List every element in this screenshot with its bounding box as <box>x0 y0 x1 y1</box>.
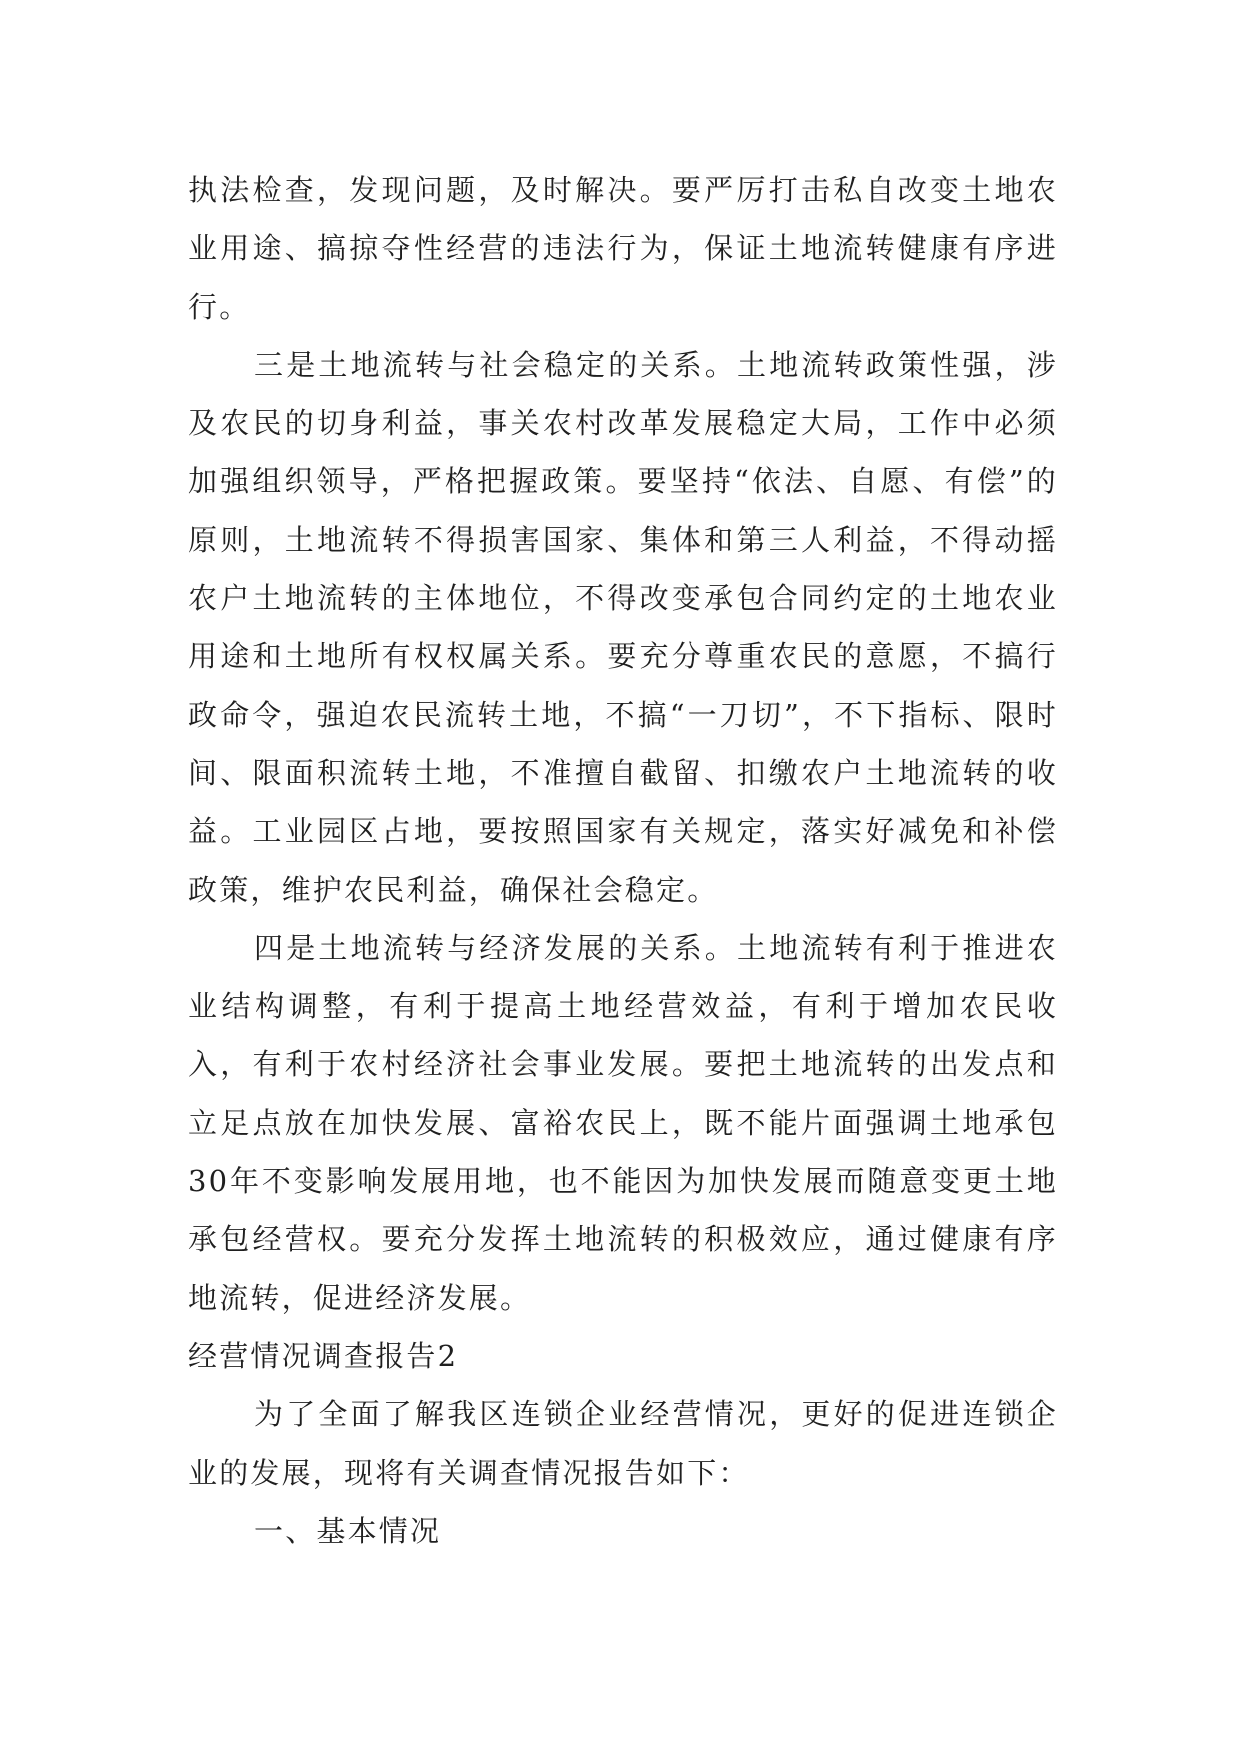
paragraph-economic-development: 四是土地流转与经济发展的关系。土地流转有利于推进农业结构调整，有利于提高土地经营效益，有利于增加农民收入，有利于农村经济社会事业发展。要把土地流转的出发点和立足点放在加快发展、富裕农民上，既不能片面强调土地承包30年不变影响发展用地，也不能因为加快发展而随意变更土地承包经营权。要充分发挥土地流转的积极效应，通过健康有序地流转，促进经济发展。 <box>188 930 1058 1315</box>
subheading-basic-situation: 一、基本情况 <box>254 1513 442 1548</box>
paragraph-social-stability: 三是土地流转与社会稳定的关系。土地流转政策性强，涉及农民的切身利益，事关农村改革发展稳定大局，工作中必须加强组织领导，严格把握政策。要坚持“依法、自愿、有偿”的原则，土地流转不得损害国家、集体和第三人利益，不得动摇农户土地流转的主体地位，不得改变承包合同约定的土地农业用途和土地所有权权属关系。要充分尊重农民的意愿，不搞行政命令，强迫农民流转土地，不搞“一刀切”，不下指标、限时间、限面积流转土地，不准擅自截留、扣缴农户土地流转的收益。工业园区占地，要按照国家有关规定，落实好减免和补偿政策，维护农民利益，确保社会稳定。 <box>188 347 1058 907</box>
paragraph-continued: 执法检查，发现问题，及时解决。要严厉打击私自改变土地农业用途、搞掠夺性经营的违法行为，保证土地流转健康有序进行。 <box>188 173 1058 324</box>
section-intro: 为了全面了解我区连锁企业经营情况，更好的促进连锁企业的发展，现将有关调查情况报告如下： <box>188 1397 1058 1490</box>
section-title: 经营情况调查报告2 <box>188 1338 459 1373</box>
document-body <box>188 161 1058 1560</box>
